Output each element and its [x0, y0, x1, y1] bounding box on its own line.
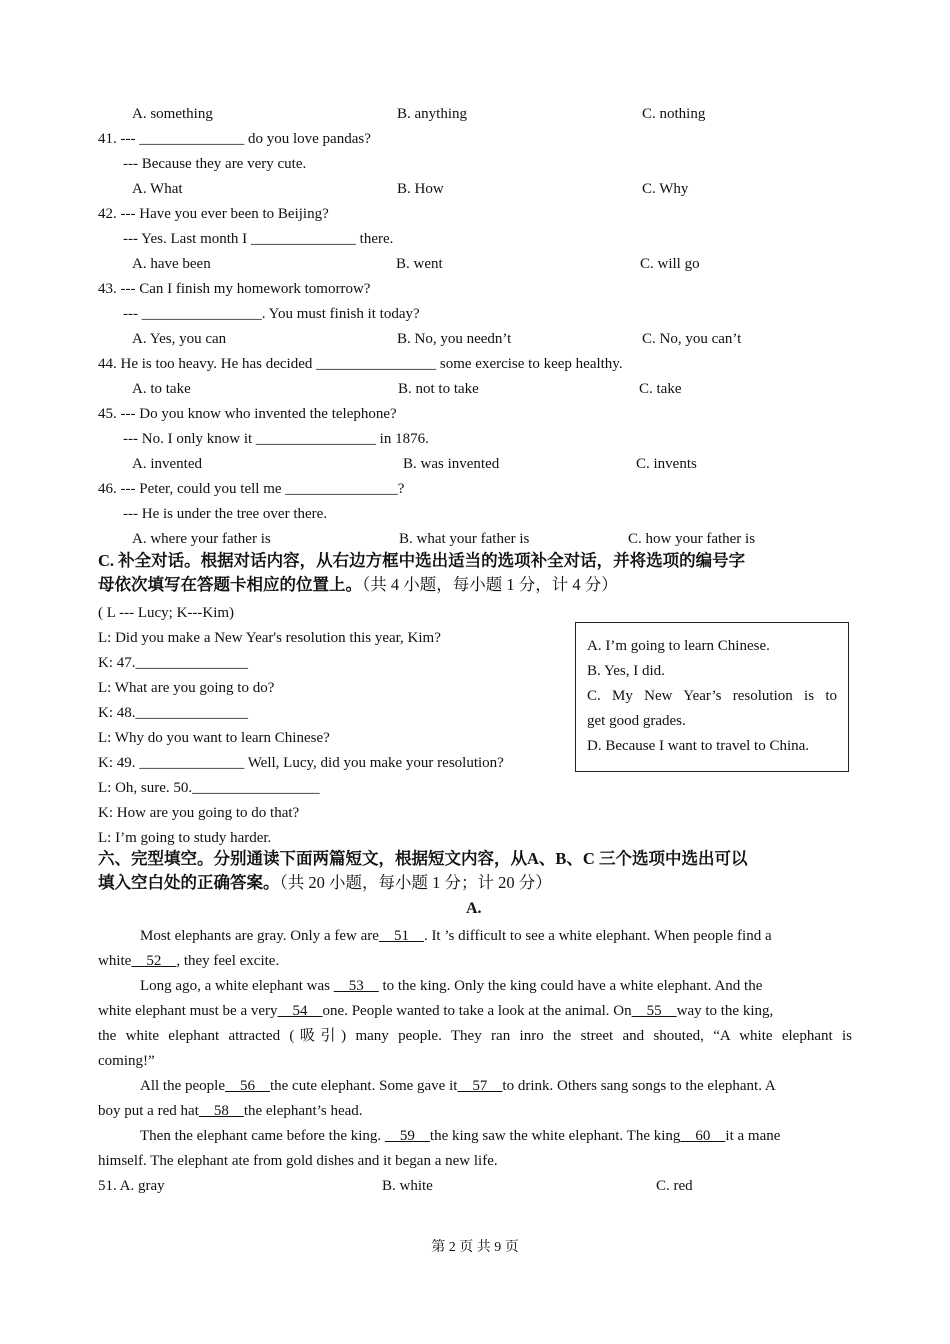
- p3c: to drink. Others sang songs to the elephant. A: [502, 1078, 776, 1094]
- passage-line-9: [140, 1126, 780, 1146]
- p3a: All the people: [140, 1078, 225, 1094]
- blank-54: 54: [277, 1003, 323, 1019]
- q45-answer: --- No. I only know it ________________ in 1876.: [123, 431, 429, 447]
- p3b: the cute elephant. Some gave it: [269, 1078, 458, 1094]
- q41-question: 41. --- ______________ do you love pandas?: [98, 131, 371, 147]
- blank-55: 55: [631, 1003, 677, 1019]
- passage-line-5: the white elephant attracted (吸引) many people. They ran inro the street and shouted, “A white elephant is: [98, 1028, 852, 1044]
- section-6-score: （共 20 小题，每小题 1 分；计 20 分）: [279, 873, 552, 892]
- q43-option-a: A. Yes, you can: [132, 331, 227, 347]
- blank-58: 58: [198, 1103, 244, 1119]
- p2d: one. People wanted to take a look at the animal. On: [322, 1003, 632, 1019]
- box-option-b: B. Yes, I did.: [587, 663, 665, 679]
- q41-option-b: B. How: [397, 181, 444, 197]
- blank-56: 56: [224, 1078, 270, 1094]
- p4c: it a mane: [725, 1128, 781, 1144]
- dialog-line-7: [98, 778, 320, 798]
- q40-option-b: B. anything: [397, 106, 467, 122]
- p1a: Most elephants are gray. Only a few are: [140, 928, 379, 944]
- blank-53: 53: [333, 978, 379, 994]
- q41-option-a: A. What: [132, 181, 183, 197]
- section-c-heading-line1: C. 补全对话。根据对话内容，从右边方框中选出适当的选项补全对话，并将选项的编号字: [98, 551, 746, 570]
- box-option-c-line2: get good grades.: [587, 713, 686, 729]
- q51-option-a: 51. A. gray: [98, 1178, 165, 1194]
- q43-option-b: B. No, you needn’t: [397, 331, 512, 347]
- blank-50: _________________: [192, 780, 320, 796]
- q46-answer: --- He is under the tree over there.: [123, 506, 328, 522]
- section-6-heading-bold: 填入空白处的正确答案。: [98, 873, 280, 892]
- section-6-heading-line2: [98, 872, 552, 894]
- q42-option-a: A. have been: [132, 256, 211, 272]
- section-6-heading-line1: 六、完型填空。分别通读下面两篇短文，根据短文内容，从A、B、C 三个选项中选出可以: [98, 849, 748, 868]
- p3e: the elephant’s head.: [243, 1103, 363, 1119]
- q43-question: 43. --- Can I finish my homework tomorrow?: [98, 281, 371, 297]
- dialog-line-6: K: 49. ______________ Well, Lucy, did you make your resolution?: [98, 755, 504, 771]
- box-option-a: A. I’m going to learn Chinese.: [587, 638, 770, 654]
- q43-answer: --- ________________. You must finish it today?: [123, 306, 420, 322]
- p1c: white: [98, 953, 132, 969]
- passage-line-3: [140, 976, 762, 996]
- section-c-score: （共 4 小题，每小题 1 分，计 4 分）: [362, 575, 618, 594]
- q46-question: 46. --- Peter, could you tell me _______________?: [98, 481, 405, 497]
- q41-option-c: C. Why: [642, 181, 689, 197]
- q42-question: 42. --- Have you ever been to Beijing?: [98, 206, 329, 222]
- blank-57: 57: [457, 1078, 503, 1094]
- q45-option-b: B. was invented: [403, 456, 500, 472]
- box-option-d: D. Because I want to travel to China.: [587, 738, 810, 754]
- dialog-line-4-text: K: 48.: [98, 705, 136, 721]
- dialog-line-2-text: K: 47.: [98, 655, 136, 671]
- blank-48: _______________: [135, 705, 248, 721]
- q45-option-a: A. invented: [132, 456, 202, 472]
- q40-option-c: C. nothing: [642, 106, 706, 122]
- p2b: to the king. Only the king could have a white elephant. And the: [378, 978, 763, 994]
- blank-47: _______________: [135, 655, 248, 671]
- q44-option-b: B. not to take: [398, 381, 479, 397]
- dialog-line-3: L: What are you going to do?: [98, 680, 275, 696]
- q40-option-a: A. something: [132, 106, 213, 122]
- page-footer: 第 2 页 共 9 页: [431, 1240, 519, 1255]
- blank-60: 60: [680, 1128, 726, 1144]
- blank-51: 51: [378, 928, 424, 944]
- q44-option-c: C. take: [639, 381, 682, 397]
- box-option-c-line1: C. My New Year’s resolution is to: [587, 688, 837, 704]
- dialog-line-5: L: Why do you want to learn Chinese?: [98, 730, 330, 746]
- q46-option-b: B. what your father is: [399, 531, 530, 547]
- passage-line-4: [98, 1001, 773, 1021]
- passage-line-2: [98, 951, 279, 971]
- blank-59: 59: [384, 1128, 430, 1144]
- passage-line-6: coming!”: [98, 1053, 155, 1069]
- p1d: , they feel excite.: [176, 953, 280, 969]
- q45-option-c: C. invents: [636, 456, 697, 472]
- q44-question: 44. He is too heavy. He has decided ________________ some exercise to keep healthy.: [98, 356, 623, 372]
- p3d: boy put a red hat: [98, 1103, 199, 1119]
- q42-option-c: C. will go: [640, 256, 700, 272]
- dialog-line-9: L: I’m going to study harder.: [98, 830, 272, 846]
- dialog-line-4: [98, 703, 248, 723]
- q46-option-a: A. where your father is: [132, 531, 271, 547]
- dialog-line-2: [98, 653, 248, 673]
- passage-line-10: himself. The elephant ate from gold dishes and it began a new life.: [98, 1153, 498, 1169]
- p2e: way to the king,: [676, 1003, 774, 1019]
- dialog-line-7-text: L: Oh, sure. 50.: [98, 780, 193, 796]
- p2a: Long ago, a white elephant was: [140, 978, 334, 994]
- passage-line-7: [140, 1076, 776, 1096]
- dialog-line-1: L: Did you make a New Year's resolution this year, Kim?: [98, 630, 441, 646]
- p4a: Then the elephant came before the king.: [140, 1128, 385, 1144]
- q42-answer: --- Yes. Last month I ______________ there.: [123, 231, 394, 247]
- q51-option-c: C. red: [656, 1178, 693, 1194]
- p1b: . It ’s difficult to see a white elephant. When people find a: [423, 928, 772, 944]
- passage-line-1: [140, 926, 772, 946]
- section-c-heading-line2: [98, 574, 618, 596]
- q41-answer: --- Because they are very cute.: [123, 156, 307, 172]
- p4b: the king saw the white elephant. The king: [429, 1128, 681, 1144]
- passage-line-8: [98, 1101, 363, 1121]
- q43-option-c: C. No, you can’t: [642, 331, 742, 347]
- q42-option-b: B. went: [396, 256, 443, 272]
- q46-option-c: C. how your father is: [628, 531, 756, 547]
- section-c-roles: ( L --- Lucy; K---Kim): [98, 605, 235, 621]
- q44-option-a: A. to take: [132, 381, 191, 397]
- section-c-heading-bold: 母依次填写在答题卡相应的位置上。: [98, 575, 362, 594]
- blank-52: 52: [131, 953, 177, 969]
- dialog-line-8: K: How are you going to do that?: [98, 805, 300, 821]
- q51-option-b: B. white: [382, 1178, 433, 1194]
- passage-title: A.: [466, 900, 482, 917]
- p2c: white elephant must be a very: [98, 1003, 278, 1019]
- q45-question: 45. --- Do you know who invented the telephone?: [98, 406, 397, 422]
